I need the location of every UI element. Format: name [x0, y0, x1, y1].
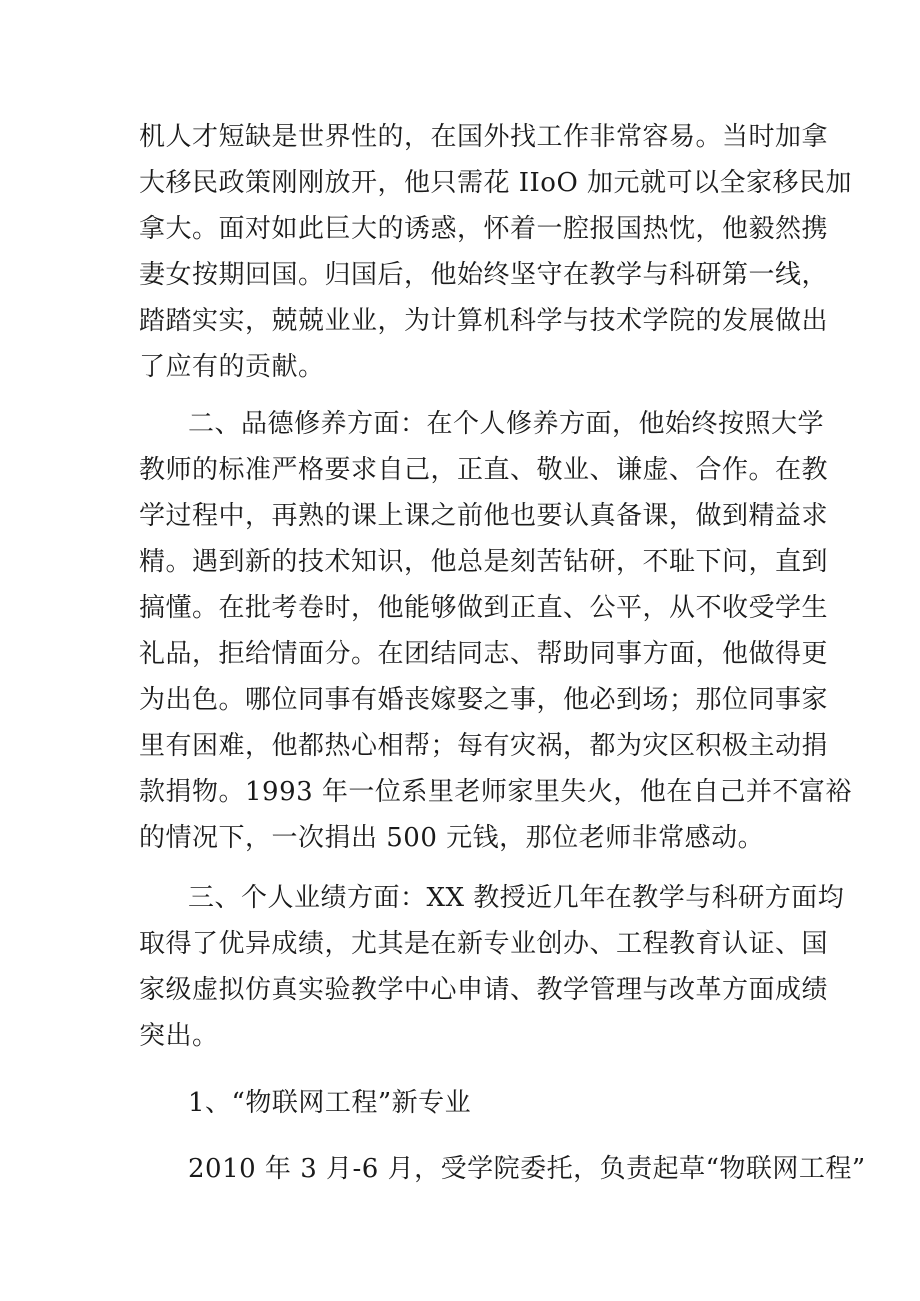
para3-line-2: 取得了优异成绩，尤其是在新专业创办、工程教育认证、国 — [139, 929, 829, 959]
para2-line-10: 的情况下，一次捐出 500 元钱，那位老师非常感动。 — [139, 823, 765, 853]
para3-line-1: 三、个人业绩方面：XX 教授近几年在教学与科研方面均 — [188, 883, 845, 913]
para2-line-1: 二、品德修养方面：在个人修养方面，他始终按照大学 — [188, 409, 825, 439]
para2-line-3: 学过程中，再熟的课上课之前他也要认真备课，做到精益求 — [139, 501, 829, 531]
para2-line-9: 款捐物。1993 年一位系里老师家里失火，他在自己并不富裕 — [139, 777, 852, 807]
para2-line-7: 为出色。哪位同事有婚丧嫁娶之事，他必到场；那位同事家 — [139, 685, 829, 715]
para3-line-4: 突出。 — [139, 1021, 219, 1051]
para1-line-4: 妻女按期回国。归国后，他始终坚守在教学与科研第一线， — [139, 260, 829, 290]
para1-line-6: 了应有的贡献。 — [139, 352, 325, 382]
para2-line-5: 搞懂。在批考卷时，他能够做到正直、公平，从不收受学生 — [139, 593, 829, 623]
para2-line-2: 教师的标准严格要求自己，正直、敬业、谦虚、合作。在教 — [139, 455, 829, 485]
para1-line-2: 大移民政策刚刚放开，他只需花 IIoO 加元就可以全家移民加 — [139, 168, 853, 198]
para4-line-1: 2010 年 3 月-6 月，受学院委托，负责起草“物联网工程” — [188, 1154, 866, 1184]
para2-line-4: 精。遇到新的技术知识，他总是刻苦钻研，不耻下问，直到 — [139, 547, 829, 577]
para1-line-5: 踏踏实实，兢兢业业，为计算机科学与技术学院的发展做出 — [139, 306, 829, 336]
section-heading: 1、“物联网工程”新专业 — [188, 1088, 472, 1118]
para2-line-6: 礼品，拒给情面分。在团结同志、帮助同事方面，他做得更 — [139, 639, 829, 669]
para1-line-1: 机人才短缺是世界性的，在国外找工作非常容易。当时加拿 — [139, 122, 829, 152]
para3-line-3: 家级虚拟仿真实验教学中心申请、教学管理与改革方面成绩 — [139, 975, 829, 1005]
para2-line-8: 里有困难，他都热心相帮；每有灾祸，都为灾区积极主动捐 — [139, 731, 829, 761]
para1-line-3: 拿大。面对如此巨大的诱惑，怀着一腔报国热忱，他毅然携 — [139, 214, 829, 244]
